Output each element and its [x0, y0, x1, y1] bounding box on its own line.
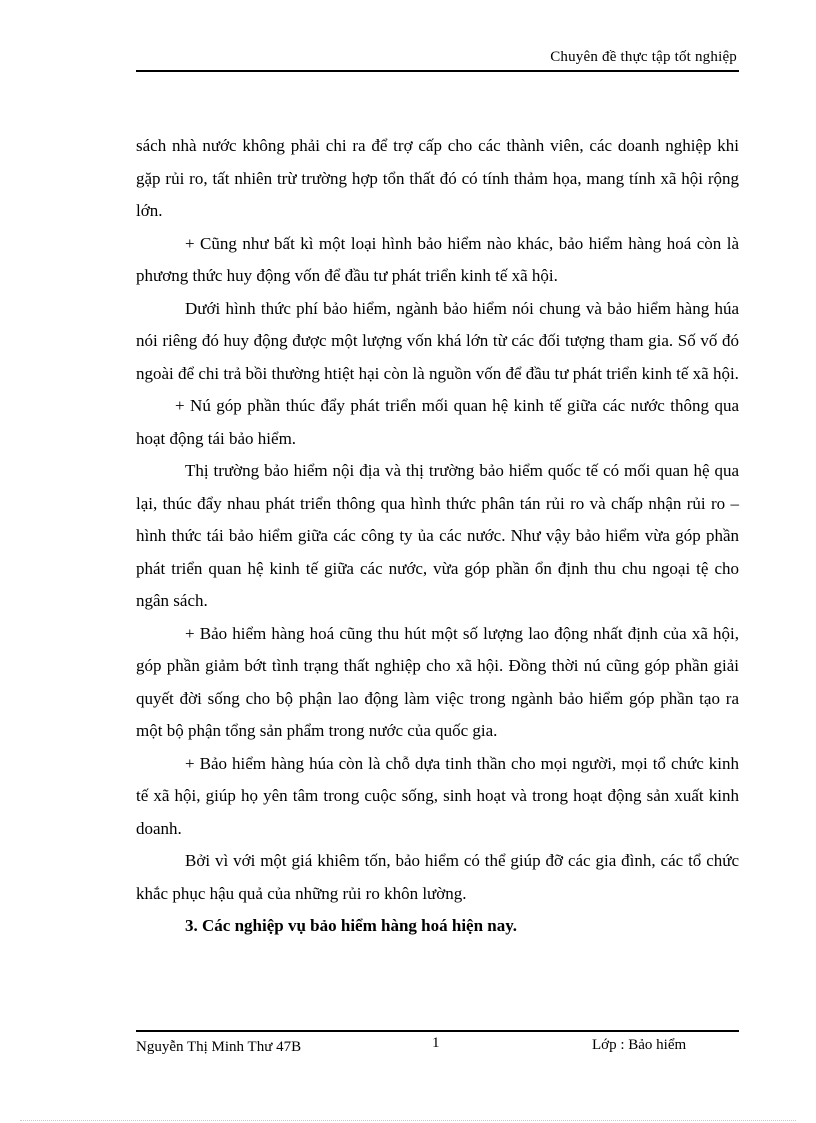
paragraph: Bởi vì với một giá khiêm tốn, bảo hiểm có thể giúp đỡ các gia đình, các tổ chức khắc phục hậu quả của những rủi ro khôn lường.: [136, 851, 739, 903]
page-edge-divider: [20, 1120, 796, 1121]
footer-author: Nguyễn Thị Minh Thư 47B: [136, 1039, 302, 1055]
header-title: Chuyên đề thực tập tốt nghiệp: [550, 49, 737, 65]
section-heading: 3. Các nghiệp vụ bảo hiểm hàng hoá hiện nay.: [185, 916, 518, 935]
paragraph: + Nú góp phần thúc đẩy phát triển mối quan hệ kinh tế giữa các nước thông qua hoạt động tái bảo hiểm.: [136, 396, 739, 448]
document-body: [136, 130, 739, 943]
page-header: [136, 48, 739, 72]
footer-class: Lớp : Bảo hiểm: [592, 1037, 687, 1053]
paragraph: + Bảo hiểm hàng hoá cũng thu hút một số lượng lao động nhất định của xã hội, góp phần giảm bớt tình trạng thất nghiệp cho xã hội. Đồng thời nú cũng góp phần giải quyết đời sống cho bộ phận lao động làm việc trong ngành bảo hiểm góp phần tạo ra một bộ phận tổng sản phẩm trong nước của quốc gia.: [136, 623, 739, 740]
paragraph: Thị trường bảo hiểm nội địa và thị trường bảo hiểm quốc tế có mối quan hệ qua lại, thúc đẩy nhau phát triển thông qua hình thức phân tán rủi ro và chấp nhận rủi ro – hình thức tái bảo hiểm giữa các công ty ủa các nước. Như vậy bảo hiểm vừa góp phần phát triển quan hệ kinh tế giữa các nước, vừa góp phần ổn định thu chu ngoại tệ cho ngân sách.: [136, 461, 739, 610]
paragraph: + Bảo hiểm hàng húa còn là chỗ dựa tinh thần cho mọi người, mọi tổ chức kinh tế xã hội, giúp họ yên tâm trong cuộc sống, sinh hoạt và trong hoạt động sản xuất kinh doanh.: [136, 753, 739, 838]
paragraph: Dưới hình thức phí bảo hiểm, ngành bảo hiểm nói chung và bảo hiểm hàng húa nói riêng đó huy động được một lượng vốn khá lớn từ các đối tượng tham gia. Số vố đó ngoài để chi trả bồi thường htiệt hại còn là nguồn vốn để đầu tư phát triển kinh tế xã hội.: [136, 298, 739, 383]
page-number: 1: [432, 1035, 440, 1051]
page-footer: [136, 1030, 739, 1092]
paragraph: sách nhà nước không phải chi ra để trợ cấp cho các thành viên, các doanh nghiệp khi gặp rủi ro, tất nhiên trừ trường hợp tổn thất đó có tính thảm họa, mang tính xã hội rộng lớn.: [136, 136, 739, 220]
paragraph: + Cũng như bất kì một loại hình bảo hiểm nào khác, bảo hiểm hàng hoá còn là phương thức huy động vốn để đầu tư phát triển kinh tế xã hội.: [136, 233, 739, 285]
